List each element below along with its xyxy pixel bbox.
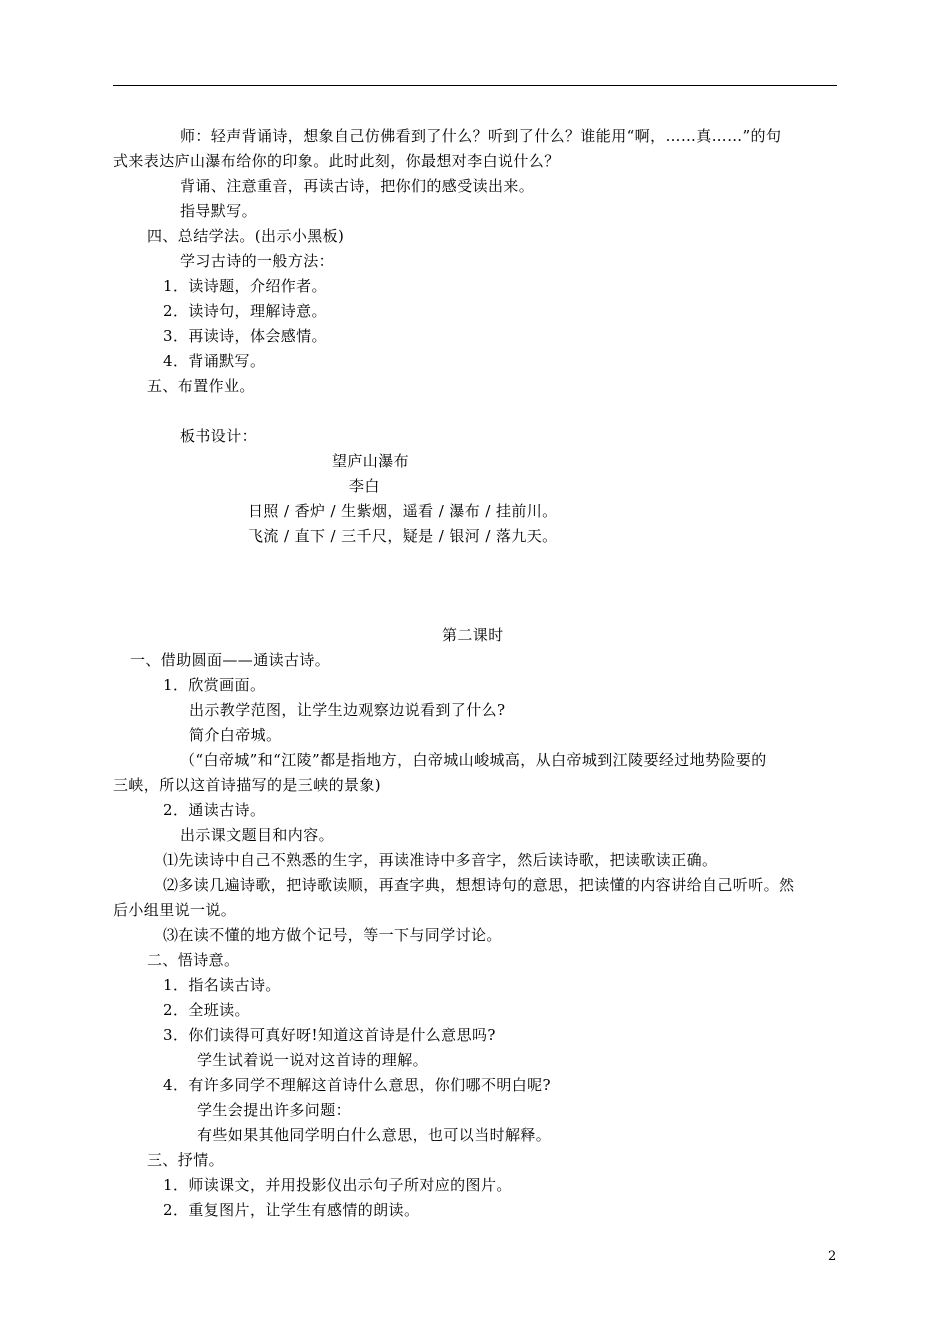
section-heading: 三、抒情。 bbox=[147, 1151, 225, 1169]
text-line: 学习古诗的一般方法： bbox=[180, 252, 335, 270]
text-line: ⑵多读几遍诗歌，把诗歌读顺，再查字典，想想诗句的意思，把读懂的内容讲给自己听听。然 bbox=[163, 876, 795, 894]
text-line: 指导默写。 bbox=[180, 202, 258, 220]
list-item: 3．再读诗，体会感情。 bbox=[163, 327, 327, 345]
text-line: 有些如果其他同学明白什么意思，也可以当时解释。 bbox=[197, 1126, 552, 1144]
list-item: 1．师读课文，并用投影仪出示句子所对应的图片。 bbox=[163, 1176, 512, 1194]
board-design-label: 板书设计： bbox=[180, 427, 258, 445]
poem-author: 李白 bbox=[349, 477, 380, 495]
section-heading: 五、布置作业。 bbox=[147, 377, 255, 395]
poem-line: 飞流 / 直下 / 三千尺，疑是 / 银河 / 落九天。 bbox=[248, 527, 558, 545]
text-line: 师：轻声背诵诗，想象自己仿佛看到了什么？听到了什么？谁能用“啊，……真……”的句 bbox=[180, 127, 782, 145]
text-line: 后小组里说一说。 bbox=[113, 901, 237, 919]
section-heading: 一、借助圆面——通读古诗。 bbox=[130, 651, 331, 669]
text-line: （“白帝城”和“江陵”都是指地方，白帝城山峻城高，从白帝城到江陵要经过地势险要的 bbox=[180, 751, 767, 769]
list-item: 4．背诵默写。 bbox=[163, 352, 266, 370]
text-line: 三峡，所以这首诗描写的是三峡的景象) bbox=[113, 776, 382, 794]
list-item: 1．读诗题，介绍作者。 bbox=[163, 277, 327, 295]
text-line: ⑶在读不懂的地方做个记号，等一下与同学讨论。 bbox=[163, 926, 502, 944]
text-line: 式来表达庐山瀑布给你的印象。此时此刻，你最想对李白说什么？ bbox=[113, 152, 560, 170]
list-item: 2．通读古诗。 bbox=[163, 801, 266, 819]
section-heading: 四、总结学法。(出示小黑板) bbox=[147, 227, 345, 245]
list-item: 4．有许多同学不理解这首诗什么意思，你们哪不明白呢? bbox=[163, 1076, 551, 1094]
poem-line: 日照 / 香炉 / 生紫烟，遥看 / 瀑布 / 挂前川。 bbox=[248, 502, 558, 520]
list-item: 1．指名读古诗。 bbox=[163, 976, 281, 994]
list-item: 3．你们读得可真好呀!知道这首诗是什么意思吗? bbox=[163, 1026, 496, 1044]
text-line: 出示课文题目和内容。 bbox=[180, 826, 335, 844]
text-line: ⑴先读诗中自己不熟悉的生字，再读准诗中多音字，然后读诗歌，把读歌读正确。 bbox=[163, 851, 718, 869]
header-rule bbox=[113, 85, 837, 86]
lesson-title: 第二课时 bbox=[442, 626, 504, 644]
text-line: 学生会提出许多问题： bbox=[197, 1101, 352, 1119]
page-number: 2 bbox=[828, 1249, 837, 1264]
section-heading: 二、悟诗意。 bbox=[147, 951, 240, 969]
poem-title: 望庐山瀑布 bbox=[332, 452, 410, 470]
text-line: 出示教学范图，让学生边观察边说看到了什么? bbox=[189, 701, 506, 719]
text-line: 背诵、注意重音，再读古诗，把你们的感受读出来。 bbox=[180, 177, 535, 195]
list-item: 2．全班读。 bbox=[163, 1001, 250, 1019]
text-line: 学生试着说一说对这首诗的理解。 bbox=[197, 1051, 429, 1069]
list-item: 2．重复图片，让学生有感情的朗读。 bbox=[163, 1201, 420, 1219]
text-line: 简介白帝城。 bbox=[189, 726, 282, 744]
list-item: 1．欣赏画面。 bbox=[163, 676, 266, 694]
list-item: 2．读诗句，理解诗意。 bbox=[163, 302, 327, 320]
